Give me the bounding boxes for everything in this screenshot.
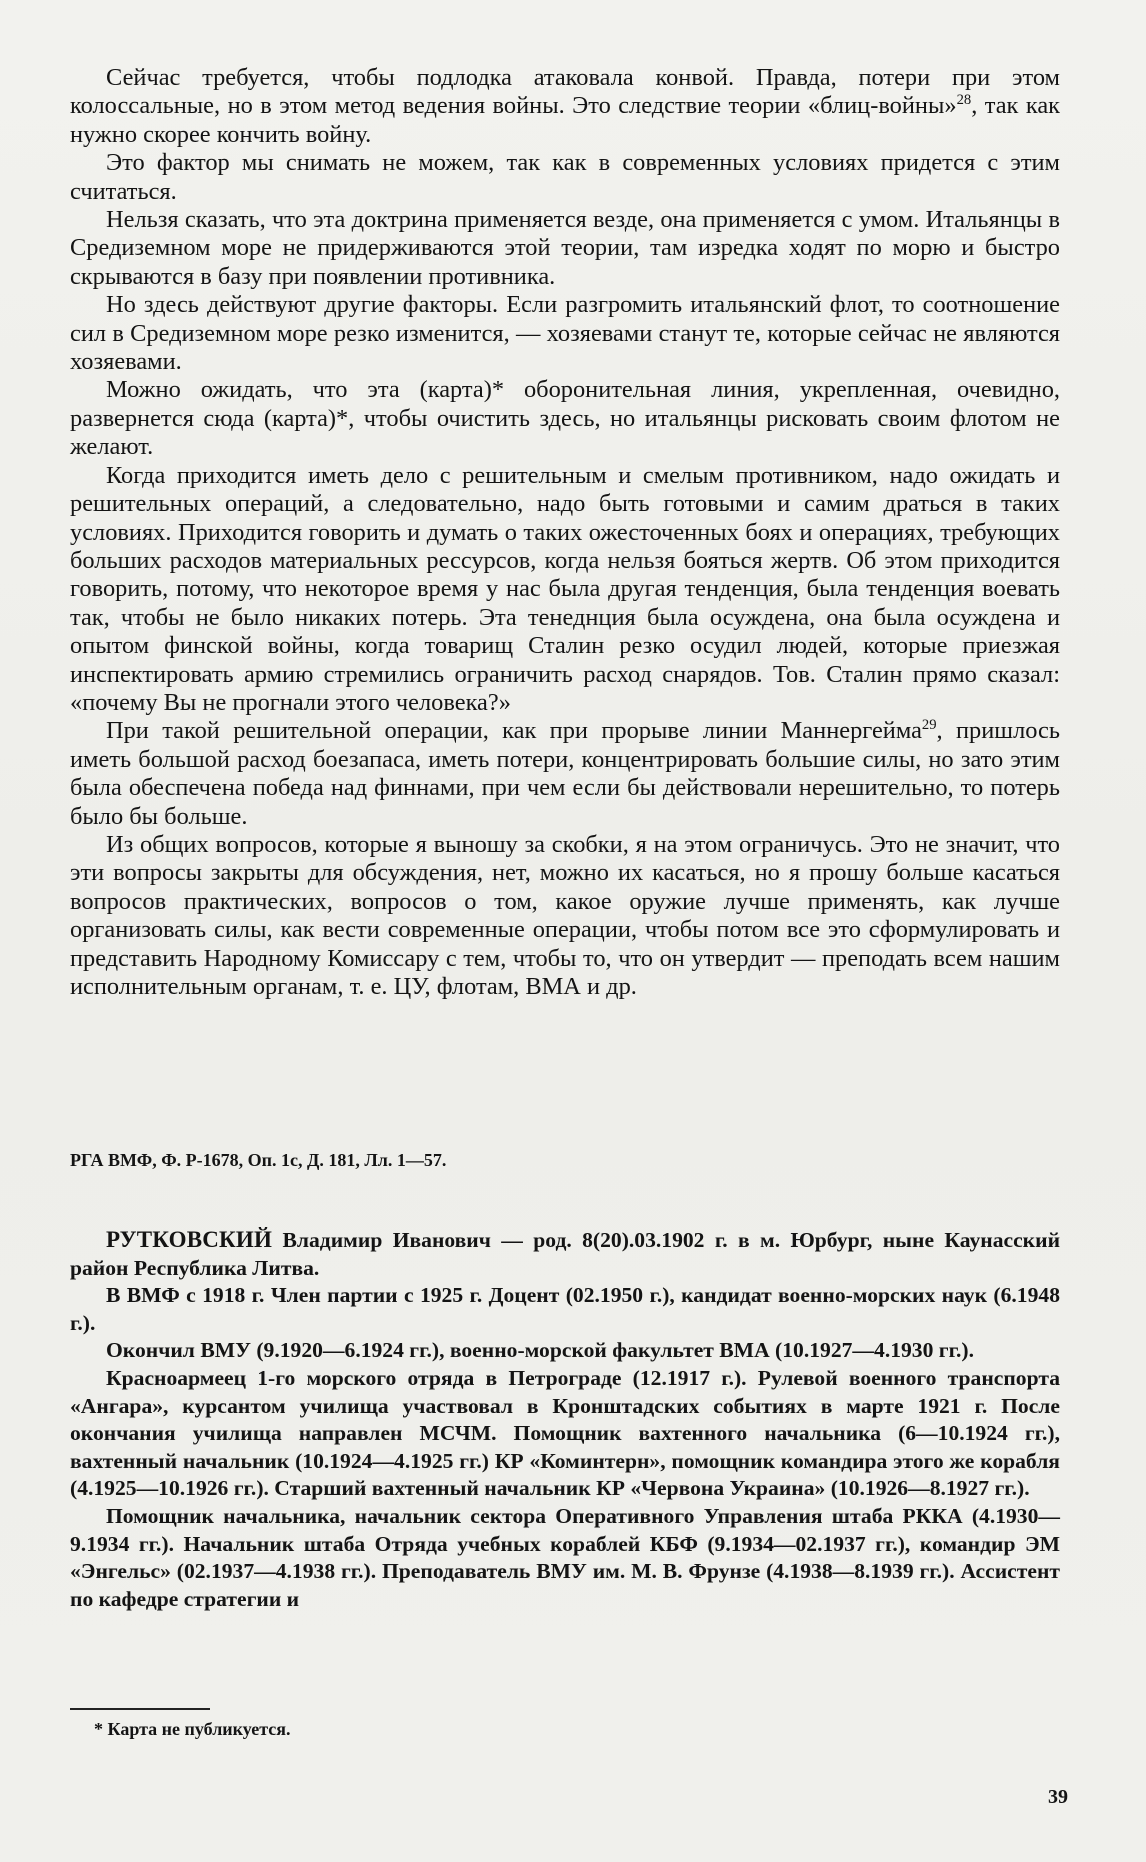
footnote-ref: 29 [921, 717, 937, 734]
paragraph: Из общих вопросов, которые я выношу за скобки, я на этом ограничусь. Это не значит, что эти вопросы закрыты для обсуждения, нет, можно их касаться, но я прошу больше касаться вопросов практических, вопросов о том, какое оружие лучше применять, как лучше организовать силы, как вести современные операции, чтобы потом все это сформулировать и представить Народному Комиссару с тем, чтобы то, что он утвердит — преподать всем нашим исполнительным органам, т. е. ЦУ, флотам, ВМА и др. [70, 830, 1060, 1000]
biography-entry [70, 1226, 1060, 1613]
footnote: * Карта не публикуется. [94, 1719, 291, 1739]
paragraph: При такой решительной операции, как при прорыве линии Маннергейма$^{29}$, пришлось иметь большой расход боезапаса, иметь потери, концентрировать большие силы, но зато этим была обеспечена победа над финнами, при чем если бы действовали нерешительно, то потерь было бы больше. [70, 717, 1060, 830]
bio-heading: РУТКОВСКИЙ Владимир Иванович — род. 8(20).03.1902 г. в м. Юрбург, ныне Каунасский район Республика Литва. [70, 1227, 1061, 1280]
bio-paragraph: Окончил ВМУ (9.1920—6.1924 гг.), военно-морской факультет ВМА (10.1927—4.1930 гг.). [106, 1338, 974, 1363]
paragraph: Нельзя сказать, что эта доктрина применяется везде, она применяется с умом. Итальянцы в Средиземном море не придерживаются этой теории, там изредка ходят по морю и быстро скрываются в базу при появлении противника. [70, 206, 1060, 290]
footnote-divider [70, 1708, 210, 1710]
bio-paragraph: Помощник начальника, начальник сектора Оперативного Управления штаба РККА (4.1930—9.1934 гг.). Начальник штаба Отряда учебных кораблей КБФ (9.1934—02.1937 гг.), командир ЭМ «Энгельс» (02.1937—4.1938 гг.). Преподаватель ВМУ им. М. В. Фрунзе (4.1938—8.1939 гг.). Ассистент по кафедре стратегии и [70, 1503, 1060, 1611]
bio-paragraph: Красноармеец 1-го морского отряда в Петрограде (12.1917 г.). Рулевой военного транспорта «Ангара», курсантом училища участвовал в Кронштадских событиях в марте 1921 г. После окончания училища направлен МСЧМ. Помощник вахтенного начальника (6—10.1924 гг.), вахтенный начальник (10.1924—4.1925 гг.) КР «Коминтерн», помощник командира этого же корабля (4.1925—10.1926 гг.). Старший вахтенный начальник КР «Червона Украина» (10.1926—8.1927 гг.). [70, 1365, 1060, 1501]
paragraph: Можно ожидать, что эта (карта)* оборонительная линия, укрепленная, очевидно, развернется сюда (карта)*, чтобы очистить здесь, но итальянцы рисковать своим флотом не желают. [70, 376, 1060, 461]
main-text [70, 64, 1060, 1001]
page-number: 39 [1048, 1786, 1068, 1808]
paragraph: Это фактор мы снимать не можем, так как в современных условиях придется с этим считаться. [70, 149, 1060, 205]
paragraph: Сейчас требуется, чтобы подлодка атаковала конвой. Правда, потери при этом колоссальные, но в этом метод ведения войны. Это следствие теории «блиц-войны»$^{28}$, так как нужно скорее кончить войну. [70, 64, 1060, 148]
paragraph: Но здесь действуют другие факторы. Если разгромить итальянский флот, то соотношение сил в Средиземном море резко изменится, — хозяевами станут те, которые сейчас не являются хозяевами. [70, 291, 1060, 376]
paragraph: Когда приходится иметь дело с решительным и смелым противником, надо ожидать и решительных операций, а следовательно, надо быть готовыми и самим драться в таких условиях. Приходится говорить и думать о таких ожесточенных боях и операциях, требующих больших расходов материальных рессурсов, когда нельзя бояться жертв. Об этом приходится говорить, потому, что некоторое время у нас была другая тенденция, была тенденция воевать так, чтобы не было никаких потерь. Эта тенеднция была осуждена, она была осуждена и опытом финской войны, когда товарищ Сталин резко осудил людей, которые приезжая инспектировать армию стремились ограничить расход снарядов. Тов. Сталин прямо сказал: «почему Вы не прогнали этого человека?» [70, 461, 1060, 716]
bio-given-name: Владимир Иванович [282, 1228, 491, 1252]
bio-surname: РУТКОВСКИЙ [106, 1227, 273, 1252]
archive-source: РГА ВМФ, Ф. Р-1678, Оп. 1с, Д. 181, Лл. 1—57. [70, 1150, 447, 1170]
bio-paragraph: В ВМФ с 1918 г. Член партии с 1925 г. Доцент (02.1950 г.), кандидат военно-морских наук (6.1948 г.). [70, 1283, 1060, 1335]
footnote-ref: 28 [956, 92, 972, 109]
